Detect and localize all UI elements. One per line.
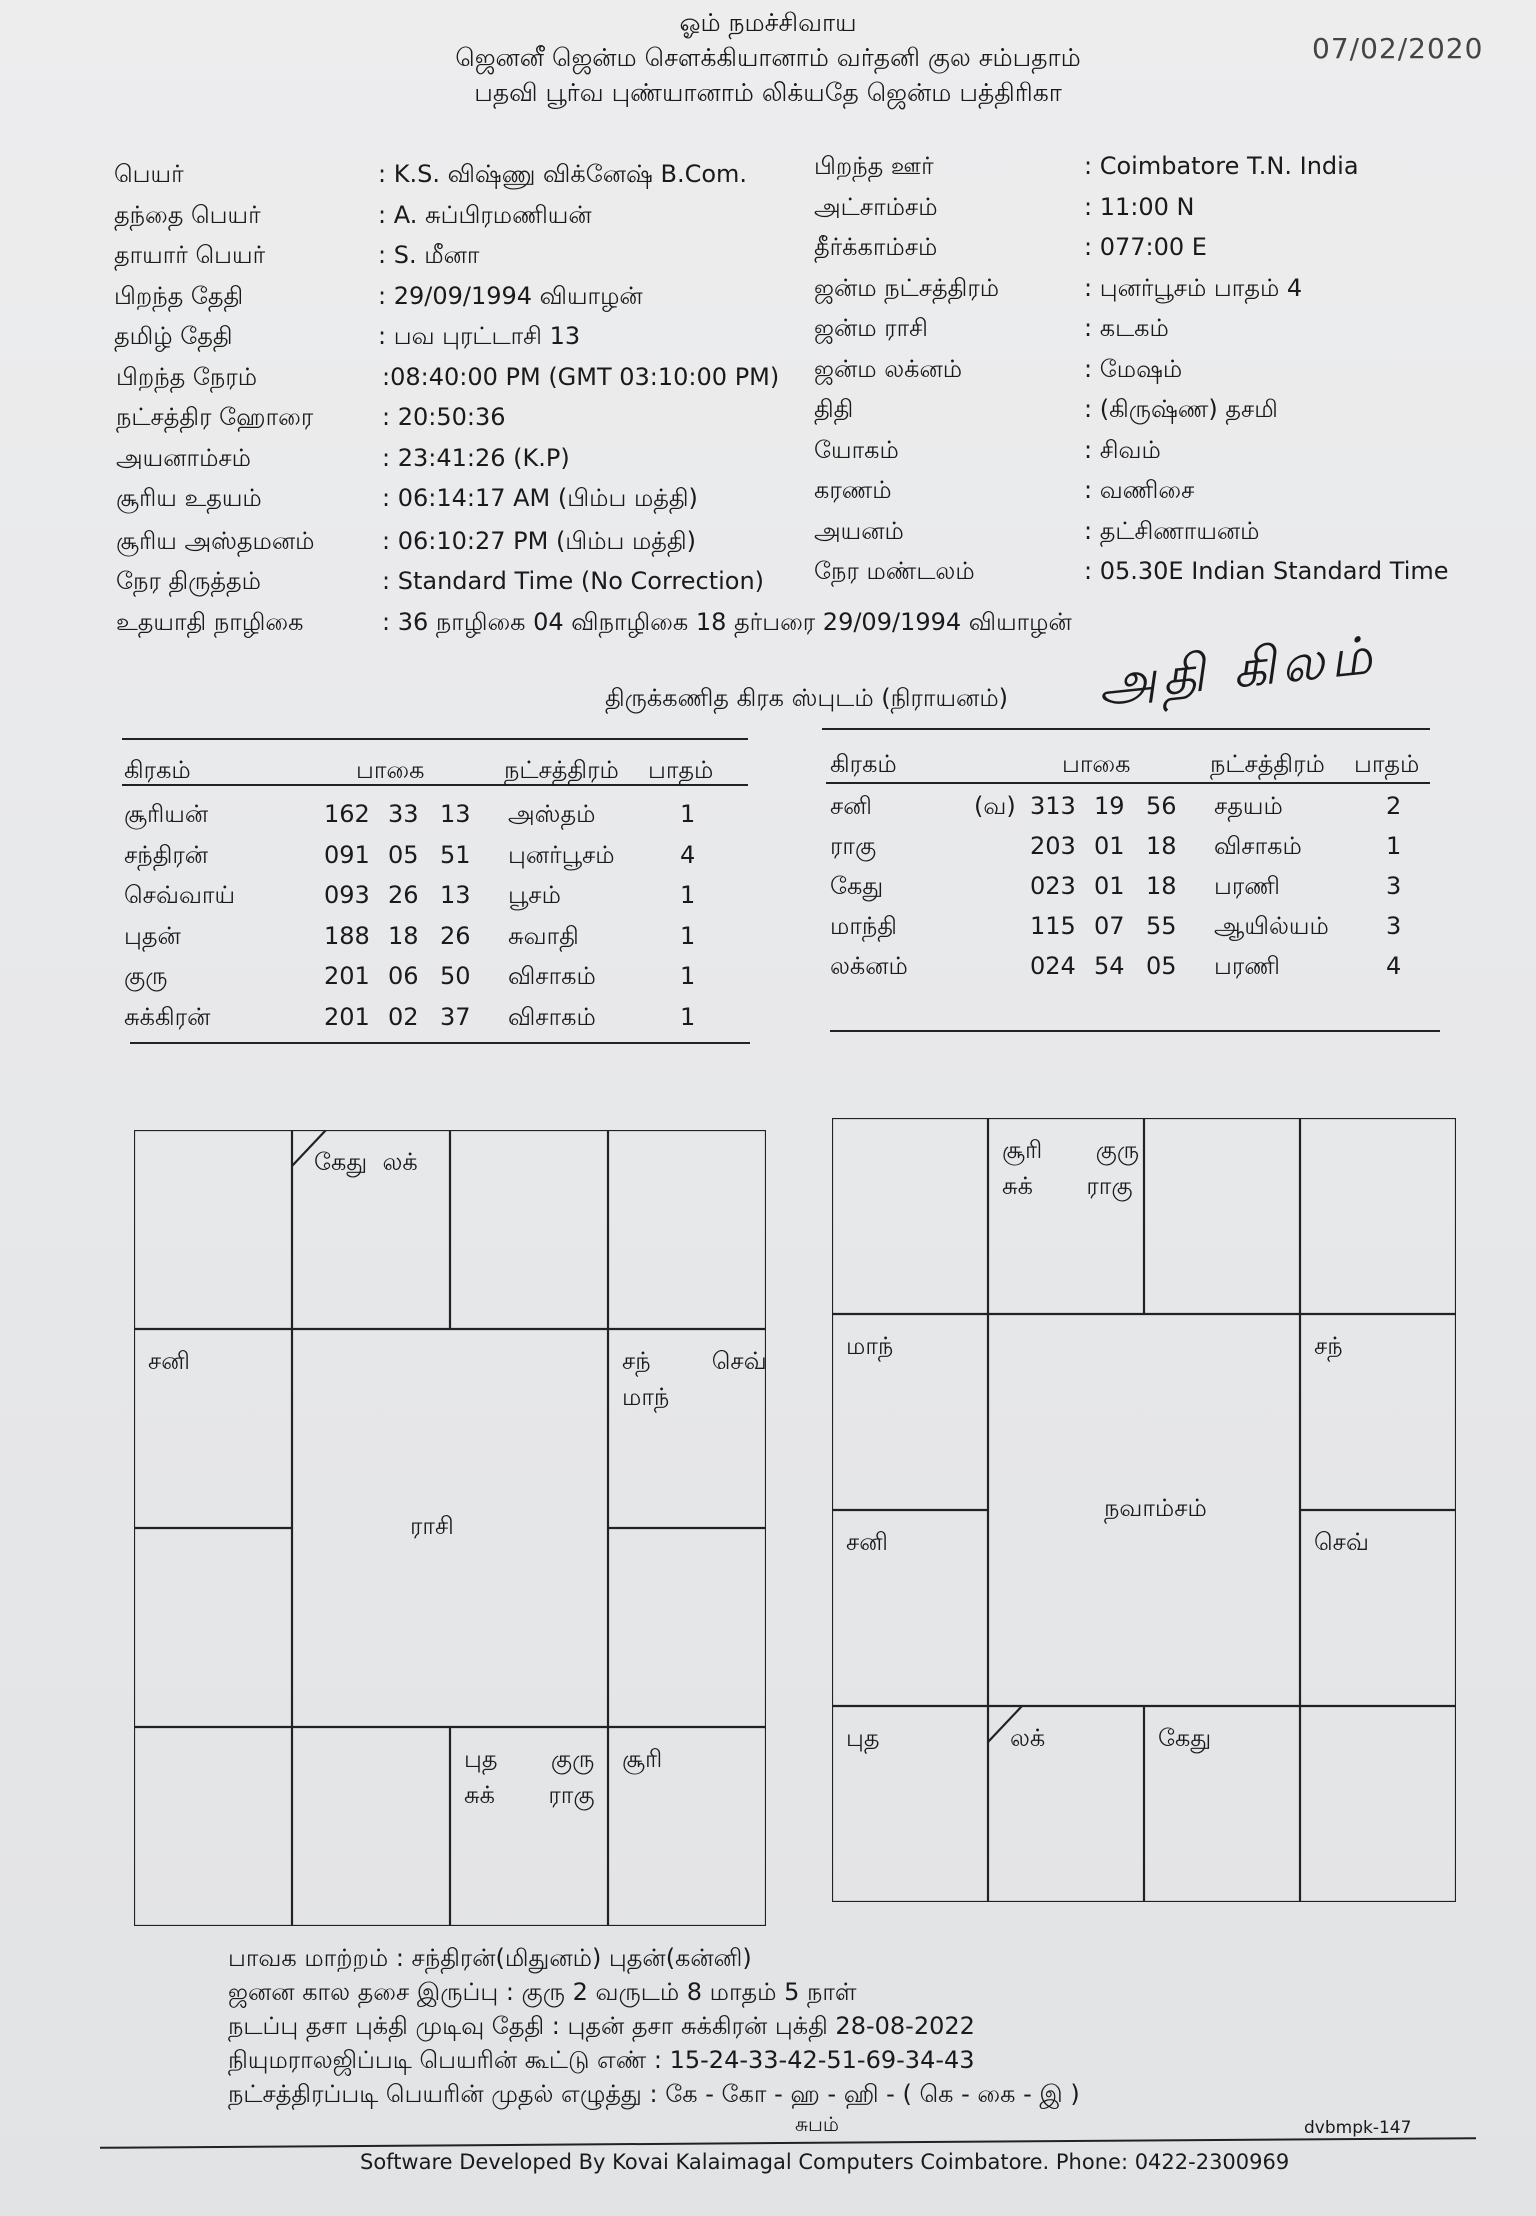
table-right-bottom-rule xyxy=(830,1030,1440,1032)
detail-left-9-label: சூரிய அஸ்தமனம் xyxy=(116,526,315,555)
cell-min: 01 xyxy=(1094,872,1125,900)
document-code: dvbmpk-147 xyxy=(1304,2118,1412,2138)
rasi-chart xyxy=(134,1130,766,1926)
detail-left-5-value: :08:40:00 PM (GMT 03:10:00 PM) xyxy=(382,362,780,391)
cell-pada: 1 xyxy=(680,962,696,990)
chart-cell-planets: சுக் ராகு xyxy=(1002,1172,1133,1200)
cell-sec: 05 xyxy=(1146,952,1177,980)
cell-min: 18 xyxy=(388,921,419,950)
table-header-paatham: பாதம் xyxy=(648,756,714,784)
cell-pada: 1 xyxy=(1386,832,1402,860)
detail-right-4-label: ஜன்ம ராசி xyxy=(814,314,928,342)
cell-star: பரணி xyxy=(1214,872,1280,900)
cell-deg: 024 xyxy=(1030,952,1076,980)
name-first-letters: நட்சத்திரப்படி பெயரின் முதல் எழுத்து : கே - கோ - ஹ - ஹி - ( கெ - கை - இ ) xyxy=(228,2080,1080,2108)
chart-cell-planets: கேது லக் xyxy=(314,1148,418,1176)
cell-graha: புதன் xyxy=(124,921,181,950)
detail-right-6-label: திதி xyxy=(814,395,854,423)
detail-right-0-value: : Coimbatore T.N. India xyxy=(1084,152,1359,180)
detail-left-7-value: : 23:41:26 (K.P) xyxy=(382,443,570,472)
cell-graha: சனி xyxy=(830,792,872,820)
chart-cell-planets: லக் xyxy=(1010,1724,1046,1752)
detail-left-2-value: : S. மீனா xyxy=(378,241,480,269)
cell-star: சுவாதி xyxy=(508,921,579,950)
cell-deg: 093 xyxy=(324,881,370,909)
detail-left-0-label: பெயர் xyxy=(114,160,184,188)
chart-cell-planets: சந் செவ் xyxy=(622,1347,767,1375)
cell-sec: 13 xyxy=(440,800,471,828)
cell-min: 06 xyxy=(388,962,419,990)
chart-cell-planets: சூரி xyxy=(622,1745,663,1773)
cell-min: 01 xyxy=(1094,832,1125,860)
cell-sec: 50 xyxy=(440,962,471,990)
cell-pada: 4 xyxy=(1386,952,1402,980)
chart-cell-planets: சனி xyxy=(846,1528,888,1556)
chart-center-label: ராசி xyxy=(410,1512,454,1540)
detail-right-9-label: அயனம் xyxy=(814,516,904,545)
detail-right-2-value: : 077:00 E xyxy=(1084,233,1207,261)
chart-cell-planets: புத குரு xyxy=(464,1745,595,1773)
cell-deg: 023 xyxy=(1030,872,1076,900)
cell-star: விசாகம் xyxy=(508,1002,596,1031)
cell-pada: 1 xyxy=(680,1002,696,1031)
cell-sec: 13 xyxy=(440,881,471,909)
header-invocation: ஓம் நமச்சிவாய xyxy=(679,8,857,37)
chart-center-label: நவாம்சம் xyxy=(1104,1494,1207,1522)
detail-right-3-label: ஜன்ம நட்சத்திரம் xyxy=(814,273,1000,302)
software-credit: Software Developed By Kovai Kalaimagal Computers Coimbatore. Phone: 0422-2300969 xyxy=(360,2150,1290,2174)
cell-pada: 3 xyxy=(1386,912,1402,940)
detail-left-10-label: நேர திருத்தம் xyxy=(116,567,261,595)
table-left-top-rule xyxy=(122,738,748,740)
cell-pada: 1 xyxy=(680,800,696,828)
cell-star: விசாகம் xyxy=(1214,832,1302,860)
detail-left-11-label: உதயாதி நாழிகை xyxy=(116,607,304,636)
cell-star: விசாகம் xyxy=(508,962,596,990)
cell-star: பூசம் xyxy=(508,881,561,909)
table-header-paagai: பாகை xyxy=(1062,750,1131,778)
subham-closing: சுபம் xyxy=(795,2112,840,2136)
birth-dasa-balance: ஜனன கால தசை இருப்பு : குரு 2 வருடம் 8 மாதம் 5 நாள் xyxy=(228,1978,857,2006)
print-date: 07/02/2020 xyxy=(1312,32,1484,65)
cell-deg: 313 xyxy=(1030,792,1076,820)
planet-positions-title: திருக்கணித கிரக ஸ்புடம் (நிராயனம்) xyxy=(605,684,1008,712)
table-header-graha: கிரகம் xyxy=(830,750,897,778)
header-verse-2: பதவி பூர்வ புண்யானாம் லிக்யதே ஜென்ம பத்திரிகா xyxy=(474,78,1062,107)
table-header-paagai: பாகை xyxy=(356,756,425,784)
chart-cell-planets: சனி xyxy=(148,1347,190,1375)
cell-min: 05 xyxy=(388,840,419,869)
cell-star: பரணி xyxy=(1214,952,1280,980)
cell-graha: மாந்தி xyxy=(830,912,897,940)
footer-rule xyxy=(100,2137,1476,2149)
cell-sec: 26 xyxy=(440,921,471,950)
cell-min: 19 xyxy=(1094,792,1125,820)
table-header-graha: கிரகம் xyxy=(124,756,191,784)
table-header-natchathiram: நட்சத்திரம் xyxy=(1210,750,1325,778)
table-right-top-rule xyxy=(822,728,1430,730)
detail-right-5-value: : மேஷம் xyxy=(1084,354,1183,383)
detail-right-8-label: கரணம் xyxy=(814,476,892,504)
cell-min: 33 xyxy=(388,800,419,828)
detail-right-10-value: : 05.30E Indian Standard Time xyxy=(1084,557,1449,585)
cell-star: புனர்பூசம் xyxy=(508,840,615,869)
cell-deg: 201 xyxy=(324,962,370,990)
detail-right-3-value: : புனர்பூசம் பாதம் 4 xyxy=(1084,273,1303,302)
cell-sec: 51 xyxy=(440,840,471,869)
cell-star: சதயம் xyxy=(1214,792,1283,820)
cell-min: 02 xyxy=(388,1002,419,1031)
cell-pada: 1 xyxy=(680,881,696,909)
detail-left-3-label: பிறந்த தேதி xyxy=(114,281,244,310)
table-left-bottom-rule xyxy=(130,1042,750,1044)
chart-cell-planets: சுக் ராகு xyxy=(464,1781,595,1809)
detail-left-7-label: அயனாம்சம் xyxy=(116,443,251,472)
detail-right-9-value: : தட்சிணாயனம் xyxy=(1084,516,1260,545)
navamsa-chart xyxy=(832,1118,1456,1902)
detail-right-4-value: : கடகம் xyxy=(1084,314,1169,342)
detail-left-8-label: சூரிய உதயம் xyxy=(116,484,262,512)
detail-right-6-value: : (கிருஷ்ண) தசமி xyxy=(1084,395,1278,423)
cell-sec: 37 xyxy=(440,1002,471,1031)
detail-right-5-label: ஜன்ம லக்னம் xyxy=(814,354,963,383)
handwritten-signature: அதி கிலம் xyxy=(1095,625,1381,715)
chart-cell-planets: மாந் xyxy=(846,1332,894,1360)
cell-retro: (வ) xyxy=(974,792,1016,820)
detail-left-1-value: : A. சுப்பிரமணியன் xyxy=(378,200,592,229)
cell-deg: 115 xyxy=(1030,912,1076,940)
detail-left-11-value: : 36 நாழிகை 04 விநாழிகை 18 தர்பரை 29/09/1994 வியாழன் xyxy=(382,607,1072,636)
cell-graha: சந்திரன் xyxy=(124,840,209,869)
chart-cell-planets: மாந் xyxy=(622,1383,670,1411)
detail-left-10-value: : Standard Time (No Correction) xyxy=(382,567,765,595)
cell-pada: 4 xyxy=(680,840,696,869)
detail-right-7-label: யோகம் xyxy=(814,435,899,464)
detail-left-2-label: தாயார் பெயர் xyxy=(114,241,266,269)
detail-right-8-value: : வணிசை xyxy=(1084,476,1195,504)
detail-right-7-value: : சிவம் xyxy=(1084,435,1161,464)
chart-cell-planets: செவ் xyxy=(1314,1528,1369,1556)
detail-right-2-label: தீர்க்காம்சம் xyxy=(814,233,938,261)
cell-deg: 203 xyxy=(1030,832,1076,860)
chart-cell-planets: சந் xyxy=(1314,1332,1343,1360)
cell-star: அஸ்தம் xyxy=(508,800,596,828)
cell-graha: ராகு xyxy=(830,832,877,860)
chart-cell-planets: சூரி குரு xyxy=(1002,1136,1140,1164)
cell-sec: 18 xyxy=(1146,832,1177,860)
chart-cell-planets: புத xyxy=(846,1724,880,1752)
cell-graha: செவ்வாய் xyxy=(124,881,236,909)
cell-deg: 188 xyxy=(324,921,370,950)
detail-left-8-value: : 06:14:17 AM (பிம்ப மத்தி) xyxy=(382,484,698,512)
cell-star: ஆயில்யம் xyxy=(1214,912,1329,940)
detail-right-1-value: : 11:00 N xyxy=(1084,192,1195,221)
cell-pada: 1 xyxy=(680,921,696,950)
cell-graha: கேது xyxy=(830,872,884,900)
bhava-change: பாவக மாற்றம் : சந்திரன்(மிதுனம்) புதன்(கன்னி) xyxy=(228,1944,752,1972)
detail-left-3-value: : 29/09/1994 வியாழன் xyxy=(378,281,643,310)
detail-left-9-value: : 06:10:27 PM (பிம்ப மத்தி) xyxy=(382,526,696,555)
cell-deg: 162 xyxy=(324,800,370,828)
cell-sec: 18 xyxy=(1146,872,1177,900)
header-verse-1: ஜெனனீ ஜென்ம சௌக்கியானாம் வர்தனி குல சம்பதாம் xyxy=(455,43,1081,72)
table-header-natchathiram: நட்சத்திரம் xyxy=(504,756,619,784)
cell-min: 26 xyxy=(388,881,419,909)
cell-graha: சூரியன் xyxy=(124,800,209,828)
cell-min: 07 xyxy=(1094,912,1125,940)
chart-cell-planets: கேது xyxy=(1158,1724,1212,1752)
detail-left-0-value: : K.S. விஷ்ணு விக்னேஷ் B.Com. xyxy=(378,160,748,188)
cell-pada: 3 xyxy=(1386,872,1402,900)
cell-pada: 2 xyxy=(1386,792,1402,820)
detail-left-1-label: தந்தை பெயர் xyxy=(114,200,261,229)
cell-deg: 201 xyxy=(324,1002,370,1031)
cell-sec: 56 xyxy=(1146,792,1177,820)
detail-right-10-label: நேர மண்டலம் xyxy=(814,557,975,585)
table-header-paatham: பாதம் xyxy=(1354,750,1420,778)
cell-sec: 55 xyxy=(1146,912,1177,940)
detail-left-5-label: பிறந்த நேரம் xyxy=(116,362,258,391)
cell-graha: சுக்கிரன் xyxy=(124,1002,211,1031)
detail-left-6-value: : 20:50:36 xyxy=(382,403,506,431)
table-right-header-rule xyxy=(826,782,1430,784)
cell-graha: லக்னம் xyxy=(830,952,908,980)
cell-min: 54 xyxy=(1094,952,1125,980)
cell-deg: 091 xyxy=(324,840,370,869)
detail-left-4-value: : பவ புரட்டாசி 13 xyxy=(378,322,581,350)
current-dasa-bhukti: நடப்பு தசா புக்தி முடிவு தேதி : புதன் தசா சுக்கிரன் புக்தி 28-08-2022 xyxy=(228,2012,975,2040)
detail-left-4-label: தமிழ் தேதி xyxy=(114,322,233,350)
cell-graha: குரு xyxy=(124,962,168,990)
detail-left-6-label: நட்சத்திர ஹோரை xyxy=(116,403,314,431)
numerology-sum: நியுமராலஜிப்படி பெயரின் கூட்டு எண் : 15-24-33-42-51-69-34-43 xyxy=(228,2046,975,2074)
detail-right-0-label: பிறந்த ஊர் xyxy=(814,152,934,180)
detail-right-1-label: அட்சாம்சம் xyxy=(814,192,938,221)
